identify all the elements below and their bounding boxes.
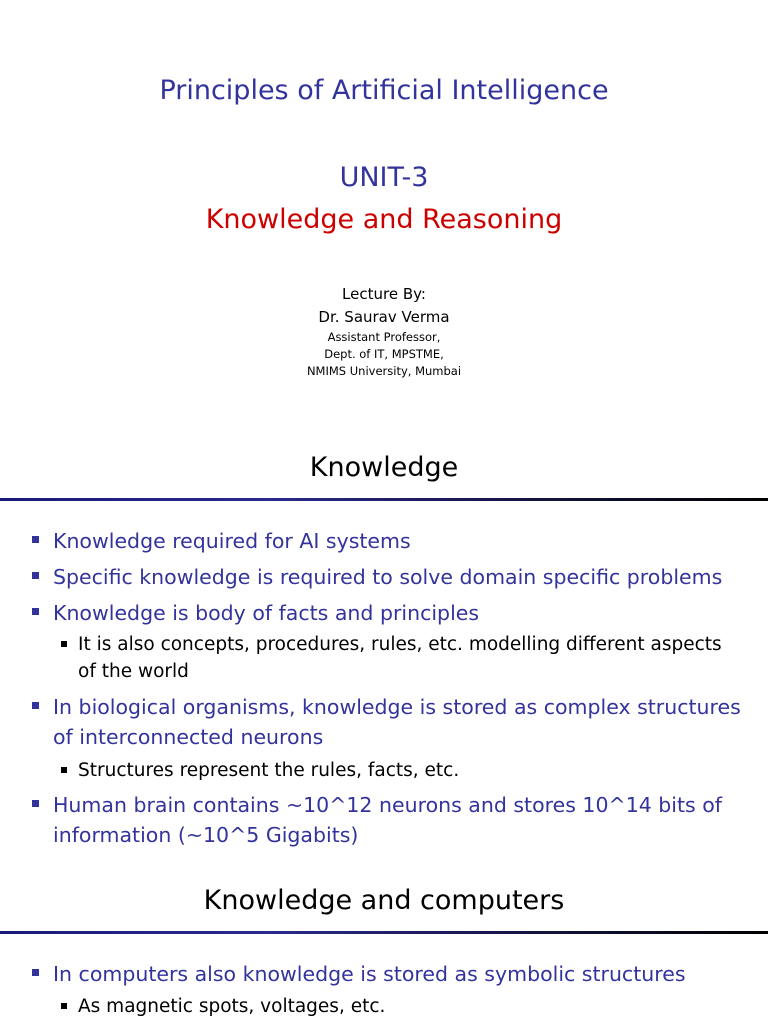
bullet-item	[32, 790, 742, 850]
lecturer-department: Dept. of IT, MPSTME,	[324, 347, 444, 361]
bullet-text: Human brain contains ~10^12 neurons and stores 10^14 bits of information (~10^5 Gigabits)	[53, 793, 722, 847]
bullet-item	[32, 692, 742, 752]
course-title: Principles of Artificial Intelligence	[159, 75, 609, 106]
sub-bullet-text: It is also concepts, procedures, rules, etc. modelling different aspects of the world	[78, 634, 722, 682]
bullet-item	[32, 598, 742, 628]
sub-bullet-item	[61, 631, 741, 685]
slide-heading: Knowledge	[309, 452, 459, 483]
sub-bullet-item	[61, 993, 741, 1020]
bullet-item	[32, 959, 742, 989]
title-slide	[0, 0, 768, 430]
heading-divider	[0, 931, 768, 934]
square-bullet-icon	[32, 608, 39, 615]
square-bullet-icon	[32, 800, 39, 807]
lecturer-designation: Assistant Professor,	[327, 330, 441, 344]
slide-heading: Knowledge and computers	[203, 885, 565, 916]
square-bullet-icon	[32, 536, 39, 543]
sub-bullet-text: Structures represent the rules, facts, etc.	[78, 760, 460, 781]
sub-bullet-item	[61, 757, 741, 784]
square-bullet-icon	[32, 702, 39, 709]
square-bullet-icon	[61, 641, 67, 647]
lecturer-name: Dr. Saurav Verma	[318, 308, 450, 326]
bullet-text: Knowledge is body of facts and principles	[53, 601, 480, 625]
bullet-text: In computers also knowledge is stored as symbolic structures	[53, 962, 686, 986]
lecturer-university: NMIMS University, Mumbai	[306, 364, 462, 378]
heading-divider	[0, 498, 768, 501]
bullet-item	[32, 526, 742, 556]
bullet-item	[32, 562, 742, 592]
unit-label: UNIT-3	[339, 162, 429, 193]
lecture-by-label: Lecture By:	[342, 285, 426, 303]
square-bullet-icon	[61, 1003, 67, 1009]
square-bullet-icon	[32, 969, 39, 976]
topic-title: Knowledge and Reasoning	[205, 204, 563, 235]
bullet-text: In biological organisms, knowledge is stored as complex structures of interconnected neurons	[53, 695, 741, 749]
bullet-text: Specific knowledge is required to solve domain specific problems	[53, 565, 723, 589]
square-bullet-icon	[61, 767, 67, 773]
square-bullet-icon	[32, 572, 39, 579]
bullet-text: Knowledge required for AI systems	[53, 529, 411, 553]
sub-bullet-text: As magnetic spots, voltages, etc.	[78, 996, 386, 1017]
